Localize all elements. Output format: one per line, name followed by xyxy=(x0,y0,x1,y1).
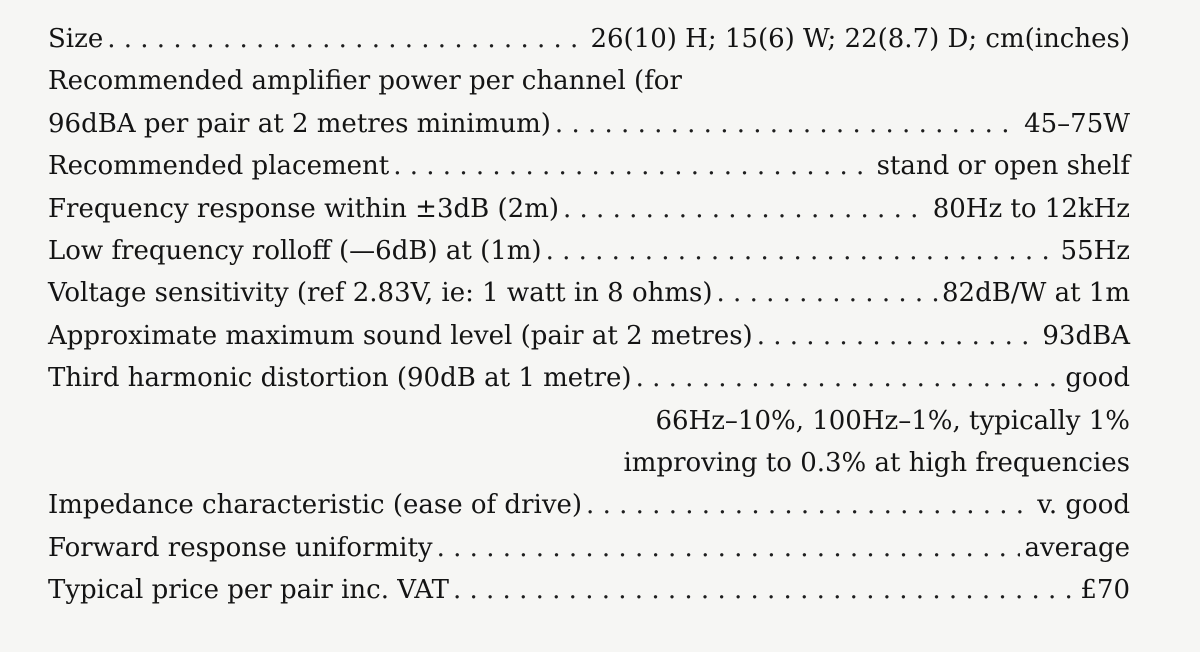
dot-leader xyxy=(453,569,1076,611)
dot-leader xyxy=(757,315,1039,357)
spec-value: 55Hz xyxy=(1060,235,1130,266)
spec-row-distortion-detail-1 xyxy=(48,400,1130,442)
spec-label: Third harmonic distortion (90dB at 1 metre) xyxy=(48,363,632,394)
spec-row-amplifier-power-line2 xyxy=(48,103,1130,145)
spec-label: Impedance characteristic (ease of drive) xyxy=(48,490,583,521)
dot-leader xyxy=(107,18,586,60)
spec-label: Frequency response within ±3dB (2m) xyxy=(48,193,559,224)
spec-value: 82dB/W at 1m xyxy=(942,278,1130,309)
spec-value: £70 xyxy=(1080,575,1130,606)
dot-leader xyxy=(555,103,1020,145)
spec-row-distortion-detail-2 xyxy=(48,442,1130,484)
spec-row-third-harmonic-distortion xyxy=(48,357,1130,399)
spec-row-max-sound-level xyxy=(48,315,1130,357)
spec-value: average xyxy=(1024,532,1130,563)
spec-label: Size xyxy=(48,24,104,54)
dot-leader xyxy=(546,230,1057,272)
spec-label: Typical price per pair inc. VAT xyxy=(48,575,449,606)
spec-value: 45–75W xyxy=(1024,108,1130,139)
spec-row-frequency-response xyxy=(48,188,1130,230)
spec-label: Forward response uniformity xyxy=(48,532,433,563)
dot-leader xyxy=(393,145,872,187)
dot-leader xyxy=(437,527,1021,569)
dot-leader xyxy=(586,484,1033,526)
spec-value: 93dBA xyxy=(1042,320,1130,351)
spec-value: 80Hz to 12kHz xyxy=(932,193,1130,224)
spec-label: Approximate maximum sound level (pair at 2 metres) xyxy=(48,320,753,351)
spec-label: Recommended placement xyxy=(48,151,390,182)
spec-row-amplifier-power-line1 xyxy=(48,60,1130,102)
spec-value: good xyxy=(1065,363,1130,394)
dot-leader xyxy=(717,272,938,314)
spec-value: improving to 0.3% at high frequencies xyxy=(623,447,1130,478)
spec-row-voltage-sensitivity xyxy=(48,272,1130,314)
spec-value: 66Hz–10%, 100Hz–1%, typically 1% xyxy=(655,405,1130,436)
spec-row-size xyxy=(48,18,1130,60)
spec-row-forward-response xyxy=(48,527,1130,569)
spec-label: Recommended amplifier power per channel (for xyxy=(48,66,682,97)
spec-row-low-frequency-rolloff xyxy=(48,230,1130,272)
spec-value: v. good xyxy=(1037,490,1130,521)
spec-label: Low frequency rolloff (—6dB) at (1m) xyxy=(48,235,542,266)
spec-label: 96dBA per pair at 2 metres minimum) xyxy=(48,108,551,139)
dot-leader xyxy=(563,188,929,230)
spec-row-price xyxy=(48,569,1130,611)
spec-label: Voltage sensitivity (ref 2.83V, ie: 1 watt in 8 ohms) xyxy=(48,278,713,309)
spec-value: 26(10) H; 15(6) W; 22(8.7) D; cm(inches) xyxy=(590,24,1130,54)
dot-leader xyxy=(636,357,1062,399)
spec-row-impedance xyxy=(48,484,1130,526)
spec-value: stand or open shelf xyxy=(876,151,1130,182)
spec-row-placement xyxy=(48,145,1130,187)
